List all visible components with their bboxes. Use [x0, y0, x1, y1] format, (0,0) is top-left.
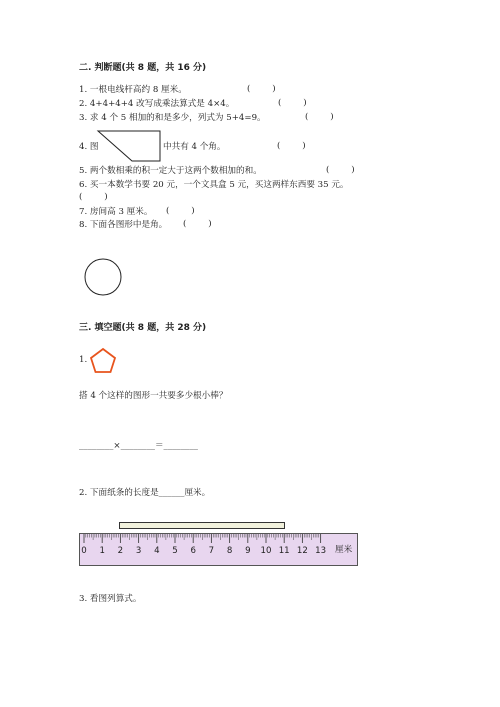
section2-heading: 二. 判断题(共 8 题，共 16 分) — [79, 63, 207, 73]
ruler-tick-label: 5 — [172, 546, 178, 556]
question-3: 3. 求 4 个 5 相加的和是多少，列式为 5+4=9。 — [79, 113, 266, 123]
question-5: 5. 两个数相乘的积一定大于这两个数相加的和。 — [79, 166, 262, 176]
fill-question-2: 2. 下面纸条的长度是______厘米。 — [79, 488, 211, 498]
answer-paren-4[interactable]: ( ) — [277, 141, 306, 151]
question-1: 1. 一根电线杆高约 8 厘米。 — [79, 85, 187, 95]
ruler-tick-label: 0 — [81, 546, 87, 556]
ruler-unit-label: 厘米 — [335, 545, 353, 555]
ruler-tick-label: 1 — [99, 546, 105, 556]
question-7: 7. 房间高 3 厘米。 — [79, 207, 153, 217]
pentagon-figure — [89, 347, 117, 375]
answer-paren-5[interactable]: ( ) — [326, 165, 355, 175]
ruler-tick-label: 4 — [154, 546, 160, 556]
question-6: 6. 买一本数学书要 20 元，一个文具盒 5 元，买这两样东西要 35 元。 — [79, 180, 349, 190]
ruler-tick-label: 8 — [226, 546, 233, 556]
question-2: 2. 4+4+4+4 改写成乘法算式是 4×4。 — [79, 99, 235, 109]
fill-question-1-blanks[interactable]: ________×________＝________ — [79, 441, 198, 451]
ruler-tick-label: 9 — [245, 546, 251, 556]
ruler — [79, 533, 358, 566]
ruler-tick-label: 7 — [208, 546, 215, 556]
ruler-tick-label: 2 — [117, 546, 124, 556]
answer-paren-3[interactable]: ( ) — [305, 112, 334, 122]
answer-paren-2[interactable]: ( ) — [278, 98, 307, 108]
fill-question-1-text: 搭 4 个这样的图形一共要多少根小棒？ — [79, 391, 228, 401]
ruler-tick-label: 13 — [315, 546, 327, 556]
trapezoid-figure — [96, 129, 166, 163]
question-4-suffix: 中共有 4 个角。 — [163, 142, 226, 152]
ruler-tick-label: 12 — [296, 546, 308, 556]
section3-heading: 三. 填空题(共 8 题，共 28 分) — [79, 323, 207, 333]
ruler-tick-label: 3 — [135, 546, 142, 556]
fill-question-3: 3. 看图列算式。 — [79, 594, 142, 604]
answer-paren-1[interactable]: ( ) — [247, 84, 276, 94]
ruler-tick-label: 6 — [190, 546, 196, 556]
answer-paren-8[interactable]: ( ) — [183, 219, 212, 229]
paper-strip — [119, 522, 285, 529]
circle-figure — [84, 258, 122, 296]
fill-question-1-number: 1. — [79, 355, 88, 365]
question-4-prefix: 4. 图 — [79, 142, 99, 152]
ruler-tick-label: 10 — [260, 546, 272, 556]
question-8: 8. 下面各图形中是角。 — [79, 220, 168, 230]
answer-paren-7[interactable]: ( ) — [166, 206, 195, 216]
ruler-tick-label: 11 — [278, 546, 290, 556]
ruler-ticks — [80, 534, 359, 567]
answer-paren-6[interactable]: ( ) — [79, 192, 108, 202]
